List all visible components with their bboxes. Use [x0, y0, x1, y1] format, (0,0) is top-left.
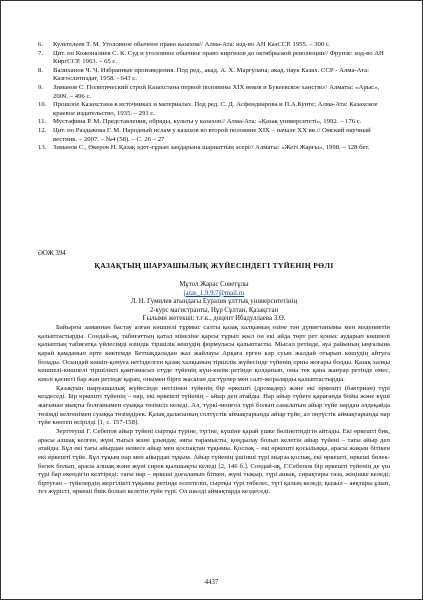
reference-number: 10.: [38, 101, 47, 109]
author-block: [38, 281, 390, 324]
author-email-link[interactable]: jaras_1.9.9.7@mail.ru: [183, 289, 245, 297]
reference-item: [38, 144, 390, 153]
reference-text: Валиханов Ч. Ч. Избранные произведения. Под ред., акад. А. Х. Маргулана; акад. наук Казах. ССР - Алма-Ата: Казгослитиздат, 1958. - 643 с.: [53, 66, 370, 83]
reference-number: 7.: [38, 49, 44, 57]
article-body: [38, 324, 390, 497]
reference-text: Прошлое Казахстана в источниках и материалах. Под ред. С. Д. Асфендиарова и П.А.Кунте; Алма-Ата: Казахское краевое издательство, 1935. – 291 с.: [53, 101, 378, 117]
reference-text: Культелеев Т. М. Уголовное обычное право казахов// Алма-Ата: изд-во АН КазССР. 1955. – 300 с.: [53, 41, 331, 48]
body-paragraph: Зерттеуші Г. Себепов айыр түйені сыртқы түріне, түгіне, күшіне қарай үшке бөлінетіндігін айтады. Екі өркешті бик, арасы алшақ келген, жүні тығыз және ұзындау, аяғы тарамысты, қоңдылау болып келетін айыр түйені – тағы айыр деп атайды. Бұл екі тағы айырдан немесе айыр мен қоспақтан тұқымы. Қоспақ – екі өркешті қосылыққа, арасы жақын бітікен екі өркешті түйе. Бұл тұқым нар мен айырдан тұқым. Айыр түйенің ұшінші түрі мырза қоспақ, екі өркешті, өркеші бөлек-бөлек болып, арасы алшақ және жүні сирек қылшықты келеді [2, 146 б.]. Сондай-ақ, Г.Себепов бір өркешті түйенің де үш түрі бар екендігін келтіреді: тағы нар – өркеші доғаланып біткен, жүні тықыр, түрі ашық, сирақтары таза, жіңішке келеді; біртуған – түйелердің жергілікті тұқымы ретінде есептеліп, сыртқы түрі төбелес, түгі қалың келеді; қызыл – аяқтары ұзын, тез жүрісті, өркеші биік болып келетін түйе түрі. Ол шөлді аймақтарда кездеседі.: [38, 427, 390, 496]
body-paragraph: Байырғы заманнан бастау алған көшпелі тұрмыс салты қазақ халқының өзіне тән дүниетанымы мен мәдениетін қалыптастырды. Сондай-ақ, табиғаттың қатал мінезіне қарсы тұрып жыл он екі айда төрт рет қоныс аударып көшпелі қалыптың табиғатқа үйлесімді өзіндік тіршілік кешудің формуласы қалыптасты. Мысал ретінде, ауа райының ыңғалына қарай қамданып өрте көктемде Бетпақдаладан жаз жайлауы Арқаға ерген кәр суын жалдай отырып көшудің айтуға болады. Осындай көшіп-қонуға негізделген қазақ халқының тіршілік жүйесінде түйенің орны жоғары болды. Қазақ халқы көшпелі-көшпелі тіршілікті қамтамасыз етуде түйенің күш-көлік ретінде қолданып, оны тек қана жануар ретінде емес, киелі қасиеті бар жан ретінде қарап, онымен бірге жасаған дәстүрлер мен салт-жораларды қалыптастырды.: [38, 324, 390, 383]
reference-item: [38, 50, 390, 67]
reference-number: 6.: [38, 41, 44, 48]
reference-item: [38, 101, 390, 118]
reference-text: Мустафина Р. М. Представления, обряды, культы у казахов// Алма-Ата: «Қазақ университеті», 1992. – 176 с.: [53, 118, 362, 126]
reference-text: Зиманов С., Өкеров Н. Қазақ әдет-ғұрып заңдарына шариаттың әсері// Алматы: «Жеті Жарғы», 1998. – 128 бет.: [53, 144, 370, 152]
author-name: Мұтол Жарас Советұлы: [179, 281, 249, 288]
supervisor: Ғылыми жетекші: т.ғ.к., доцент Ибадуллаева З.Ө.: [142, 315, 286, 323]
reference-number: 9.: [38, 83, 44, 91]
reference-text: Цит. по Кожоналиев С. К. Суд и уголовное обычное право киргизов до октябрьской революции// Фрунзе: изд-во АН КиргССР. 1963. – 65 с.: [53, 49, 384, 66]
reference-number: 13.: [38, 144, 47, 152]
page-number: 4437: [204, 579, 219, 586]
reference-number: 11.: [38, 118, 47, 126]
reference-item: [38, 41, 390, 50]
reference-text: Зиманов С. Политический строй Казахстана первой половины XIX веков и Букеевское ханство// Алматы: «Арыс», 2009. – 496 с.: [53, 83, 380, 100]
reference-text: Цит. по Раздыкова Г. М. Народный ислам у казахов во второй половине XIX – начале XX вв.// Омский научный вестник. – 2007. – №4 (58). – С. 26 – 27: [53, 126, 371, 143]
reference-item: [38, 67, 390, 84]
udc-code: ӘОЖ 394: [38, 250, 66, 257]
reference-number: 12.: [38, 126, 47, 134]
author-position: 2-курс магистранты, Нұр Сұлтан, Қазақстан: [149, 306, 279, 314]
article-title: ҚАЗАҚТЫҢ ШАРУАШЫЛЫҚ ЖҮЙЕСІНДЕГІ ТҮЙЕНІҢ РӨЛІ: [94, 261, 334, 270]
author-affiliation: Л. Н. Гумилев атындағы Еуразия ұлттық университетінің: [130, 298, 298, 306]
reference-number: 8.: [38, 66, 44, 74]
reference-item: [38, 127, 390, 144]
reference-item: [38, 84, 390, 101]
reference-item: [38, 118, 390, 127]
reference-list: [38, 41, 390, 153]
body-paragraph: Қазақтың шаруашылық жүйесінде негізінен түйенің бір өркешті (дромадер) және екі өркешті (бактриан) түрі кездеседі. Бір өркешті түйенің – нар, екі өркешті түйенің – айыр деп атайды. Нар айыр түйеге қарағанда бойы және күші жағынан мықты болғанымен суыққа төзімсіз келеді. Ал, түркі-монғол тұрі болып саналатын айыр түйе нардан әлдеқайда төзімді келгенімен суыққа төзімдірек. Қазақ даласының солтүстік аймақтарында айыр түйе, ал оңтүстік аймақтарында нар түйе көптеп өсірілді [1, с. 157-158].: [38, 384, 390, 427]
